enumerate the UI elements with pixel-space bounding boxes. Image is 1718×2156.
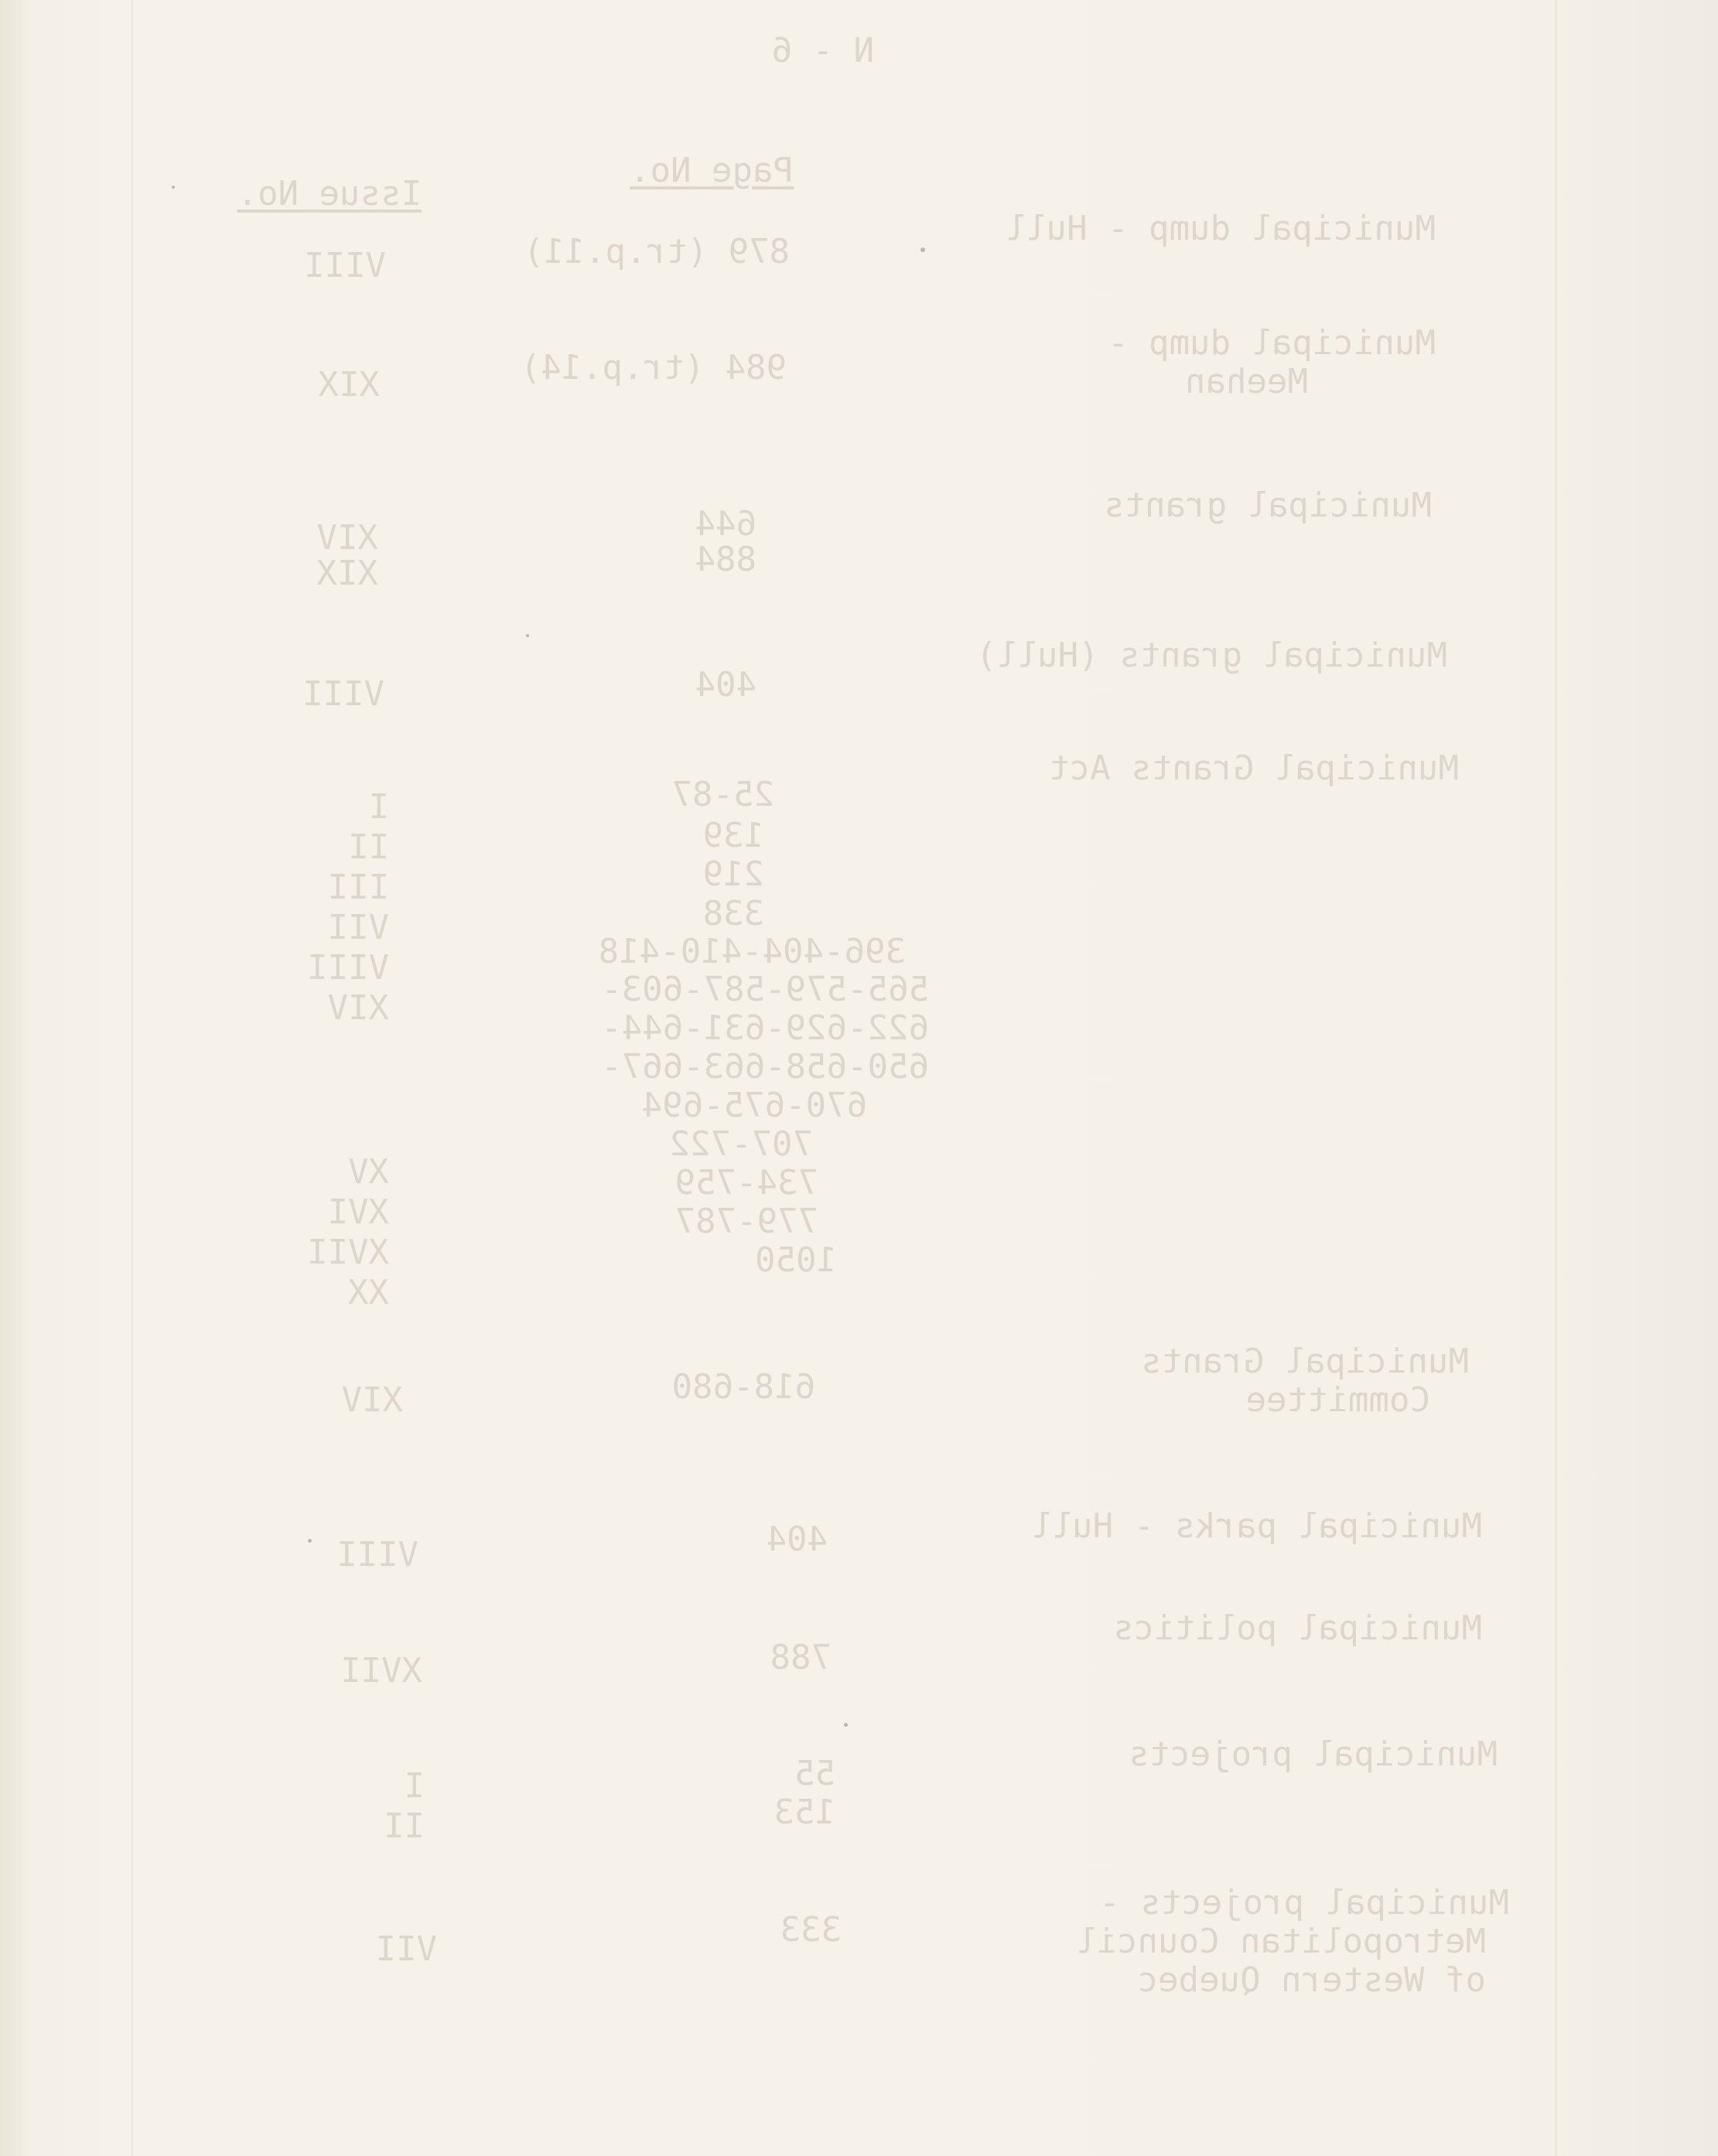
entry-issue: VII xyxy=(375,1929,437,1969)
entry-issue: VII xyxy=(327,908,389,947)
entry-issue: XVII xyxy=(340,1651,422,1690)
scan-speck xyxy=(308,1539,312,1543)
entry-page: 984 (tr.p.14) xyxy=(520,348,787,387)
entry-page: 670-675-694 xyxy=(641,1086,867,1125)
entry-issue: III xyxy=(327,868,389,907)
entry-page: 618-680 xyxy=(671,1367,815,1407)
entry-subject: Committee xyxy=(1245,1380,1430,1420)
entry-page: 404 xyxy=(766,1520,828,1559)
entry-page: 734-759 xyxy=(675,1163,818,1203)
entry-issue: VIII xyxy=(336,1535,418,1574)
scan-speck xyxy=(920,247,925,252)
scan-speck xyxy=(844,1723,848,1727)
scan-speck xyxy=(172,186,175,189)
entry-page: 55 xyxy=(794,1754,835,1793)
entry-issue: I xyxy=(368,787,389,827)
page-number: N - 6 xyxy=(771,31,874,70)
entry-page: 338 xyxy=(702,894,764,933)
entry-page: 219 xyxy=(702,855,764,894)
entry-subject: Municipal projects xyxy=(1129,1735,1498,1774)
entry-page: 1050 xyxy=(755,1240,837,1280)
entry-issue: XV xyxy=(348,1152,389,1192)
entry-subject: Municipal grants (Hull) xyxy=(975,636,1447,675)
entry-page: 139 xyxy=(702,816,764,855)
issue-no-header: Issue No. xyxy=(237,174,422,213)
entry-page: 644 xyxy=(695,504,757,544)
entry-issue: XIX xyxy=(316,554,378,593)
scan-speck xyxy=(526,634,529,637)
entry-issue: XVI xyxy=(327,1192,389,1232)
entry-subject: Metropolitan Council xyxy=(1076,1922,1486,1961)
entry-issue: II xyxy=(348,827,389,867)
entry-page: 333 xyxy=(780,1910,842,1950)
entry-page: 707-722 xyxy=(669,1124,813,1164)
entry-issue: VIII xyxy=(304,246,386,285)
entry-page: 622-629-631-644- xyxy=(601,1008,929,1048)
entry-page: 153 xyxy=(774,1793,835,1832)
entry-page: 25-87 xyxy=(671,775,774,814)
entry-issue: XX xyxy=(348,1273,389,1312)
entry-subject: Municipal parks - Hull xyxy=(1031,1506,1482,1546)
entry-subject: Meehan xyxy=(1185,362,1308,401)
entry-subject: Municipal projects - xyxy=(1099,1883,1509,1922)
entry-issue: II xyxy=(384,1806,425,1846)
entry-issue: XIV xyxy=(341,1380,403,1420)
entry-issue: XIX xyxy=(318,365,380,404)
page-no-header: Page No. xyxy=(630,151,794,190)
entry-page: 650-658-663-667- xyxy=(601,1047,929,1087)
entry-subject: Municipal dump - Hull xyxy=(1005,209,1436,248)
entry-page: 565-579-587-603- xyxy=(601,970,929,1009)
entry-page: 884 xyxy=(695,540,757,579)
entry-issue: XIV xyxy=(327,988,389,1028)
entry-page: 396-404-410-418 xyxy=(598,932,906,971)
entry-subject: Municipal grants xyxy=(1104,486,1432,525)
entry-subject: Municipal Grants Act xyxy=(1049,749,1459,788)
entry-issue: XIV xyxy=(316,518,378,558)
entry-page: 879 (tr.p.11) xyxy=(523,232,790,271)
entry-issue: I xyxy=(404,1766,425,1806)
entry-subject: of Western Quebec xyxy=(1137,1960,1486,2000)
entry-subject: Municipal politics xyxy=(1113,1608,1482,1648)
entry-page: 788 xyxy=(770,1638,832,1677)
entry-page: 404 xyxy=(695,665,757,704)
entry-issue: XVII xyxy=(307,1233,389,1272)
entry-subject: Municipal dump - xyxy=(1108,323,1436,363)
entry-issue: VIII xyxy=(302,674,384,714)
entry-page: 779-787 xyxy=(675,1202,818,1241)
entry-issue: VIII xyxy=(307,948,389,988)
entry-subject: Municipal Grants xyxy=(1141,1342,1469,1381)
